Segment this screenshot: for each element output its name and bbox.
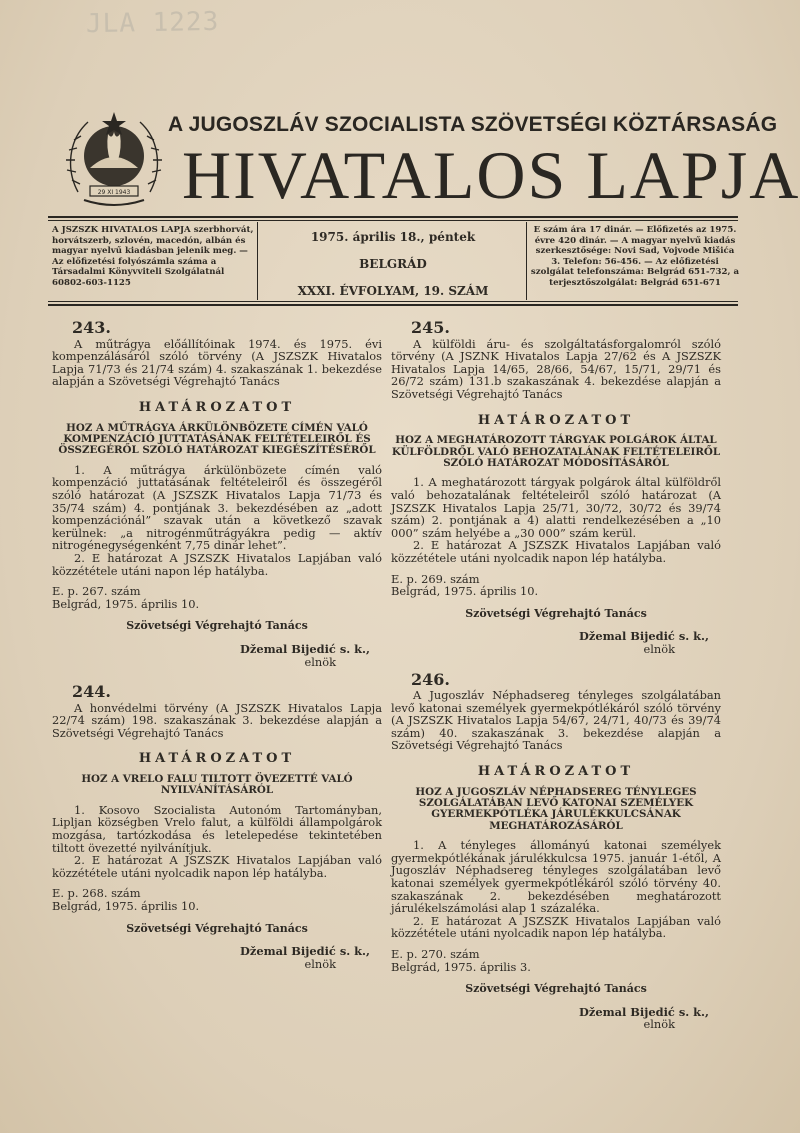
issue-info [262, 230, 524, 311]
council-name: Szövetségi Végrehajtó Tanács [126, 619, 308, 633]
paragraph-2: 2. E határozat A JSZSZK Hivatalos Lapjában való közzététele utáni nyolcadik napon lép hatályba. [391, 538, 721, 565]
paragraph-1: 1. A meghatározott tárgyak polgárok által külföldről való behozatalának feltételeiről szóló határozat (A JSZSZK Hivatalos Lapja 25/71, 30/72, 30/72 és 39/74 szám) 2. pontjának a 4) alatti rendelkezésében a „10 000” szám helyébe a „30 000” szám kerül. [391, 475, 721, 540]
reference-number: E. p. 268. szám [52, 886, 141, 901]
reference-number: E. p. 270. szám [391, 947, 480, 962]
legal-basis: A külföldi áru- és szolgáltatásforgalomról szóló törvény (A JSZNK Hivatalos Lapja 27/62 és A JSZSZK Hivatalos Lapja 14/65, 28/66, 54/67, 15/71, 29/71 és 26/72 szám) 131.b szakaszának 4. bekezdése alapján a Szövetségi Végrehajtó Tanács [391, 336, 721, 401]
item-number: 246. [411, 669, 450, 689]
handwritten-archive-mark: JLA 1223 [85, 6, 220, 40]
legal-basis: A Jugoszláv Néphadsereg tényleges szolgálatában levő katonai személyek gyermekpótlékáról szóló törvény (A JSZSZK Hivatalos Lapja 54/67, 24/71, 40/73 és 39/74 szám) 40. szakaszának 3. bekezdése alapján a Szövetségi Végrehajtó Tanács [391, 688, 721, 753]
decision-246 [391, 669, 721, 1032]
republic-title: A JUGOSZLÁV SZOCIALISTA SZÖVETSÉGI KÖZTÁRSASÁG [168, 113, 778, 136]
state-emblem-icon [62, 104, 166, 212]
signer-name: Džemal Bijedić s. k., [578, 1004, 709, 1019]
council-name: Szövetségi Végrehajtó Tanács [465, 982, 647, 996]
masthead-top-rule-thin [48, 220, 738, 221]
left-column [52, 318, 382, 971]
issue-date: 1975. április 18., péntek [310, 230, 476, 244]
masthead-bottom-rule-thin [48, 301, 738, 302]
council-name: Szövetségi Végrehajtó Tanács [465, 606, 647, 620]
price-subscription-notice: E szám ára 17 dinár. — Előfizetés az 1975. évre 420 dinár. — A magyar nyelvű kiadás szerkesztősége: Novi Sad, Vojvode Mišića 3. Telefon: 56-456. — Az előfizetési szolgálat telefonszáma: Belgrád 651-732, a terjesztőszolgálat: Belgrád 651-671 [530, 225, 740, 288]
signer-name: Džemal Bijedić s. k., [578, 629, 709, 644]
decision-243 [52, 318, 382, 669]
decision-subject: HOZ A MEGHATÁROZOTT TÁRGYAK POLGÁROK ÁLTAL KÜLFÖLDRŐL VALÓ BEHOZATALÁNAK FELTÉTELEIRŐL SZÓLÓ HATÁROZAT MÓDOSÍTÁSÁRÓL [391, 434, 721, 469]
item-number: 243. [72, 318, 111, 337]
masthead-divider-left [257, 222, 258, 300]
legal-basis: A honvédelmi törvény (A JSZSZK Hivatalos Lapja 22/74 szám) 198. szakaszának 3. bekezdése alapján a Szövetségi Végrehajtó Tanács [52, 700, 382, 740]
paragraph-1: 1. A műtrágya árkülönbözete címén való kompenzáció juttatásának feltételeiről és összegéről szóló határozat (A JSZSZK Hivatalos Lapja 71/73 és 35/74 szám) 4. pontjának 3. bekezdésében az „adott kompenzációnál” szavak után a következő szavak kerülnek: „a nitrogénműtrágyákra pedig — aktív nitrogénegységenként 7,75 dinár lehet”. [52, 462, 382, 553]
legal-basis: A műtrágya előállítóinak 1974. és 1975. évi kompenzálásáról szóló törvény (A JSZSZK Hivatalos Lapja 71/73 és 21/74 szám) 4. szakaszának 1. bekezdése alapján a Szövetségi Végrehajtó Tanács [52, 336, 382, 389]
reference-number: E. p. 267. szám [52, 584, 141, 599]
decision-heading: HATÁROZATOT [138, 751, 296, 767]
decision-244 [52, 682, 382, 971]
masthead-bottom-rule [48, 304, 738, 306]
right-column [391, 318, 721, 1032]
signer-name: Džemal Bijedić s. k., [239, 944, 370, 959]
item-number: 244. [72, 682, 111, 702]
decision-heading: HATÁROZATOT [477, 764, 635, 780]
paragraph-1: 1. A tényleges állományú katonai személyek gyermekpótlékának járulékkulcsa 1975. január 1-étől, A Jugoszláv Néphadsereg tényleges szolgálatában levő katonai személyek gyermekpótlékáról szóló törvény 40. szakaszának 2. bekezdésében meghatározott járulékelszámolási alap 1 százaléka. [391, 838, 721, 916]
issue-place-date: Belgrád, 1975. április 10. [52, 899, 200, 914]
paragraph-2: 2. E határozat A JSZSZK Hivatalos Lapjában való közzététele utáni nyolcadik napon lép hatályba. [391, 913, 721, 941]
svg-text:29 XI 1943: 29 XI 1943 [97, 189, 131, 196]
signer-role: elnök [304, 654, 336, 669]
decision-subject: HOZ A JUGOSZLÁV NÉPHADSEREG TÉNYLEGES SZOLGÁLATÁBAN LEVŐ KATONAI SZEMÉLYEK GYERMEKPÓTLÉKA JÁRULÉKKULCSÁNAK MEGHATÁROZÁSÁRÓL [415, 785, 697, 832]
signer-role: elnök [643, 1017, 675, 1032]
decision-subject: HOZ A VRELO FALU TILTOTT ÖVEZETTÉ VALÓ NYILVÁNÍTÁSÁRÓL [81, 773, 353, 797]
reference-number: E. p. 269. szám [391, 571, 480, 586]
signer-name: Džemal Bijedić s. k., [239, 641, 370, 656]
decision-subject: HOZ A MŰTRÁGYA ÁRKÜLÖNBÖZETE CÍMÉN VALÓ KOMPENZÁCIÓ JUTTATÁSÁNAK FELTÉTELEIRŐL ÉS ÖSSZEGÉRŐL SZÓLÓ HATÁROZAT KIEGÉSZÍTÉSÉRŐL [58, 421, 376, 457]
paragraph-1: 1. Kosovo Szocialista Autonóm Tartományban, Lipljan községben Vrelo falut, a külföldi állampolgárok mozgása, tartózkodása és letelepedése tekintetében tiltott övezetté nyilvánítjuk. [52, 802, 382, 855]
decision-heading: HATÁROZATOT [477, 412, 635, 428]
paragraph-2: 2. E határozat A JSZSZK Hivatalos Lapjában való közzététele utáni napon lép hatályba. [52, 550, 382, 578]
issue-place-date: Belgrád, 1975. április 10. [391, 584, 539, 599]
decision-heading: HATÁROZATOT [138, 399, 296, 415]
decision-245 [391, 318, 721, 656]
paragraph-2: 2. E határozat A JSZSZK Hivatalos Lapjában való közzététele utáni nyolcadik napon lép hatályba. [52, 853, 382, 880]
issue-place: BELGRÁD [359, 257, 427, 271]
masthead-divider-right [526, 222, 527, 300]
masthead-top-rule [48, 216, 738, 218]
item-number: 245. [411, 318, 450, 337]
issue-place-date: Belgrád, 1975. április 3. [391, 959, 531, 974]
language-editions-notice: A JSZSZK HIVATALOS LAPJA szerbhorvát, horvátszerb, szlovén, macedón, albán és magyar nyelvű kiadásban jelenik meg. — Az előfizetési folyószámla száma a Társadalmi Könyvviteli Szolgálatnál 60802-603-1125 [52, 225, 254, 288]
signer-role: elnök [643, 641, 675, 656]
journal-title: HIVATALOS LAPJA [182, 137, 800, 213]
issue-place-date: Belgrád, 1975. április 10. [52, 596, 200, 611]
signer-role: elnök [304, 956, 336, 971]
council-name: Szövetségi Végrehajtó Tanács [126, 921, 308, 935]
issue-number: XXXI. ÉVFOLYAM, 19. SZÁM [297, 284, 489, 298]
